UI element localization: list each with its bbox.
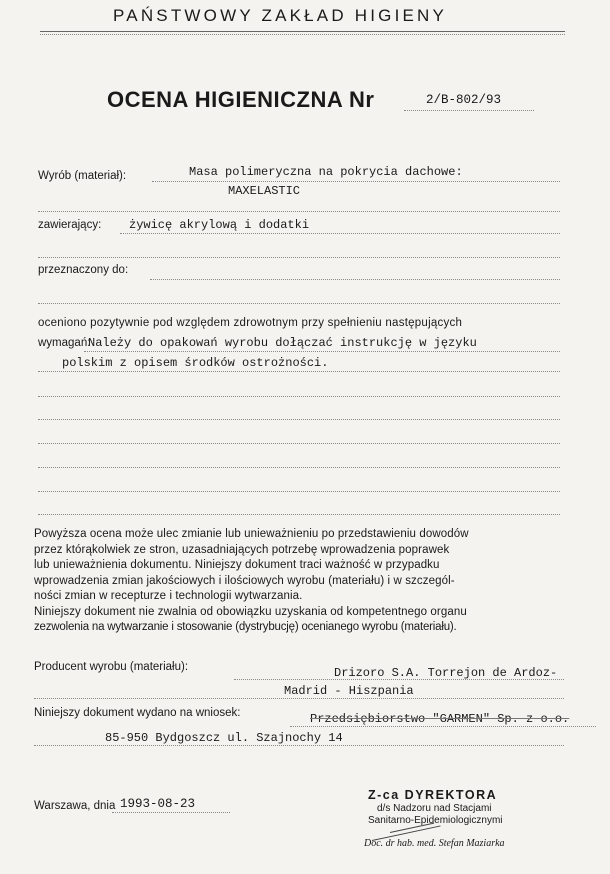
requirements-value-1: Należy do opakowań wyrobu dołączać instrukcję w języku bbox=[88, 336, 477, 350]
product-line-1 bbox=[152, 181, 560, 182]
producer-label: Producent wyrobu (materiału): bbox=[34, 661, 189, 673]
notice-line: wprowadzenia zmian jakościowych i ilościowych wyrobu (materiału) i w szczegól- bbox=[34, 574, 455, 587]
header-rule-2 bbox=[40, 34, 565, 35]
producer-line-2 bbox=[34, 698, 564, 699]
notice-line: przez którąkolwiek ze stron, uzasadniających potrzebę wprowadzenia poprawek bbox=[34, 543, 450, 556]
purpose-line-2 bbox=[38, 303, 560, 304]
issue-date: 1993-08-23 bbox=[120, 797, 196, 811]
product-label: Wyrób (materiał): bbox=[38, 170, 127, 182]
notice-paragraph bbox=[34, 527, 564, 636]
applicant-label: Niniejszy dokument wydano na wniosek: bbox=[34, 707, 241, 719]
header-rule bbox=[40, 31, 565, 32]
contains-value: żywicę akrylową i dodatki bbox=[129, 218, 310, 232]
notice-line: ności zmian w recepturze i technologii wytwarzania. bbox=[34, 590, 303, 602]
requirements-line-2 bbox=[38, 371, 560, 372]
product-value-2: MAXELASTIC bbox=[228, 184, 301, 198]
producer-value-1: Drizoro S.A. Torrejon de Ardoz- bbox=[334, 666, 558, 680]
notice-line: lub unieważnienia dokumentu. Niniejszy dokument traci ważność w przypadku bbox=[34, 559, 440, 571]
producer-value-2: Madrid - Hiszpania bbox=[284, 684, 414, 698]
notice-line: zezwolenia na wytwarzanie i stosowanie (dystrybucję) ocenianego wyrobu (materiału). bbox=[34, 621, 457, 633]
contains-line bbox=[120, 233, 560, 234]
document-number: 2/B-802/93 bbox=[426, 93, 502, 107]
notice-line: Niniejszy dokument nie zwalnia od obowiązku uzyskania od kompetentnego organu bbox=[34, 605, 467, 618]
title-number-line bbox=[404, 110, 534, 111]
applicant-value-1: Przedsiębiorstwo "GARMEN" Sp. z o.o. bbox=[310, 712, 570, 726]
product-value-1: Masa polimeryczna na pokrycia dachowe: bbox=[189, 165, 463, 179]
signature-subtitle: d/s Nadzoru nad Stacjami bbox=[377, 803, 492, 814]
applicant-value-2: 85-950 Bydgoszcz ul. Szajnochy 14 bbox=[105, 731, 343, 745]
purpose-line bbox=[150, 279, 560, 280]
applicant-line-1 bbox=[290, 726, 596, 727]
applicant-line-2 bbox=[34, 745, 564, 746]
institution-header: PAŃSTWOWY ZAKŁAD HIGIENY bbox=[113, 6, 448, 25]
signature-title: Z-ca DYREKTORA bbox=[368, 788, 498, 802]
contains-label: zawierający: bbox=[38, 219, 102, 231]
signatory-name: Doc. dr hab. med. Stefan Maziarka bbox=[364, 838, 505, 849]
blank-line bbox=[38, 491, 560, 492]
blank-line bbox=[38, 396, 560, 397]
blank-line bbox=[38, 514, 560, 515]
purpose-label: przeznaczony do: bbox=[38, 264, 129, 276]
signature-subtitle: Sanitarno-Epidemiologicznymi bbox=[368, 815, 503, 826]
blank-line bbox=[38, 443, 560, 444]
notice-line: Powyższa ocena może ulec zmianie lub unieważnieniu po przedstawieniu dowodów bbox=[34, 528, 469, 540]
product-line-2 bbox=[38, 211, 560, 212]
blank-line bbox=[38, 419, 560, 420]
date-line bbox=[112, 812, 230, 813]
contains-line-2 bbox=[38, 257, 560, 258]
requirements-value-2: polskim z opisem środków ostrożności. bbox=[62, 356, 329, 370]
document-title: OCENA HIGIENICZNA Nr bbox=[107, 87, 375, 112]
positive-text: oceniono pozytywnie pod względem zdrowotnym przy spełnieniu następujących bbox=[38, 317, 463, 329]
requirements-line-1 bbox=[84, 351, 560, 352]
producer-line-1 bbox=[234, 679, 564, 680]
requirements-label: wymagań: bbox=[38, 337, 91, 349]
place-label: Warszawa, dnia bbox=[34, 800, 116, 812]
blank-line bbox=[38, 467, 560, 468]
